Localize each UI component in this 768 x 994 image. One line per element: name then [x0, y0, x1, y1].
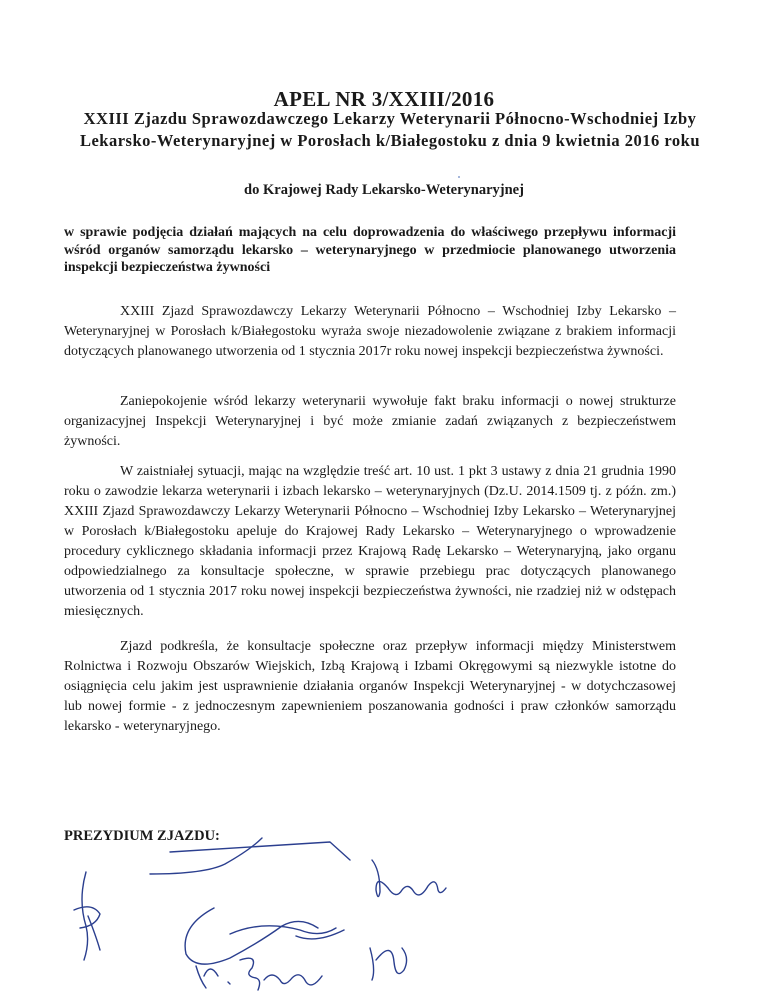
document-subtitle: XXIII Zjazdu Sprawozdawczego Lekarzy Weterynarii Północno-Wschodniej Izby Lekarsko-Weterynaryjnej w Porosłach k/Białegostoku z dnia 9 kwietnia 2016 roku	[79, 109, 701, 150]
paragraph-1: XXIII Zjazd Sprawozdawczy Lekarzy Weterynarii Północno – Wschodniej Izby Lekarsko – Weterynaryjnej w Porosłach k/Białegostoku wyraża swoje niezadowolenie związane z brakiem informacji dotyczących planowanego utworzenia od 1 stycznia 2017r roku nowej inspekcji bezpieczeństwa żywności.	[64, 304, 676, 359]
paragraph-4: Zjazd podkreśla, że konsultacje społeczne oraz przepływ informacji między Ministerstwem Rolnictwa i Rozwoju Obszarów Wiejskich, Izbą Krajową i Izbami Okręgowymi są niezwykle istotne do osiągnięcia celu jakim jest usprawnienie działania organów Inspekcji Weterynaryjnej - w dotychczasowej lub nowej formie - z jednoczesnym zapewnieniem poszanowania godności i praw członków samorządu lekarsko - weterynaryjnego.	[64, 639, 676, 734]
signature-stroke-1	[150, 838, 262, 874]
paragraph-3: W zaistniałej sytuacji, mając na względzie treść art. 10 ust. 1 pkt 3 ustawy z dnia 21 grudnia 1990 roku o zawodzie lekarza weterynarii i izbach lekarsko – weterynaryjnych (Dz.U. 2014.1509 tj. z późn. zm.) XXIII Zjazd Sprawozdawczy Lekarzy Weterynarii Północno – Wschodniej Izby Lekarsko – Weterynaryjnej w Porosłach k/Białegostoku apeluje do Krajowej Rady Lekarsko – Weterynaryjnego o wprowadzenie procedury cyklicznego składania informacji przez Krajową Radę Lekarsko – Weterynaryjną, jako organu odpowiedzialnego za konsultacje społeczne, w sprawie przebiegu prac dotyczących planowanego utworzenia od 1 stycznia 2017 roku nowej inspekcji bezpieczeństwa żywności, nie rzadziej niż w odstępach miesięcznych.	[64, 464, 676, 619]
signature-4	[185, 908, 344, 964]
signature-3	[74, 872, 100, 960]
signature-6	[370, 948, 407, 980]
presidium-label: PREZYDIUM ZJAZDU:	[64, 828, 220, 844]
scan-speck	[458, 176, 460, 178]
signature-underline	[170, 842, 350, 860]
signature-2	[372, 860, 446, 897]
document-title: APEL NR 3/XXIII/2016	[273, 87, 495, 111]
signatures	[0, 830, 768, 994]
topic-statement: w sprawie podjęcia działań mających na celu doprowadzenia do właściwego przepływu informacji wśród organów samorządu lekarsko – weterynaryjnego w przedmiocie planowanego utworzenia inspekcji bezpieczeństwa żywności	[64, 225, 676, 275]
addressee: do Krajowej Rady Lekarsko-Weterynaryjnej	[244, 182, 524, 198]
paragraph-2: Zaniepokojenie wśród lekarzy weterynarii wywołuje fakt braku informacji o nowej strukturze organizacyjnej Inspekcji Weterynaryjnej i być może zmianie zadań związanych z bezpieczeństwem żywności.	[64, 394, 676, 449]
